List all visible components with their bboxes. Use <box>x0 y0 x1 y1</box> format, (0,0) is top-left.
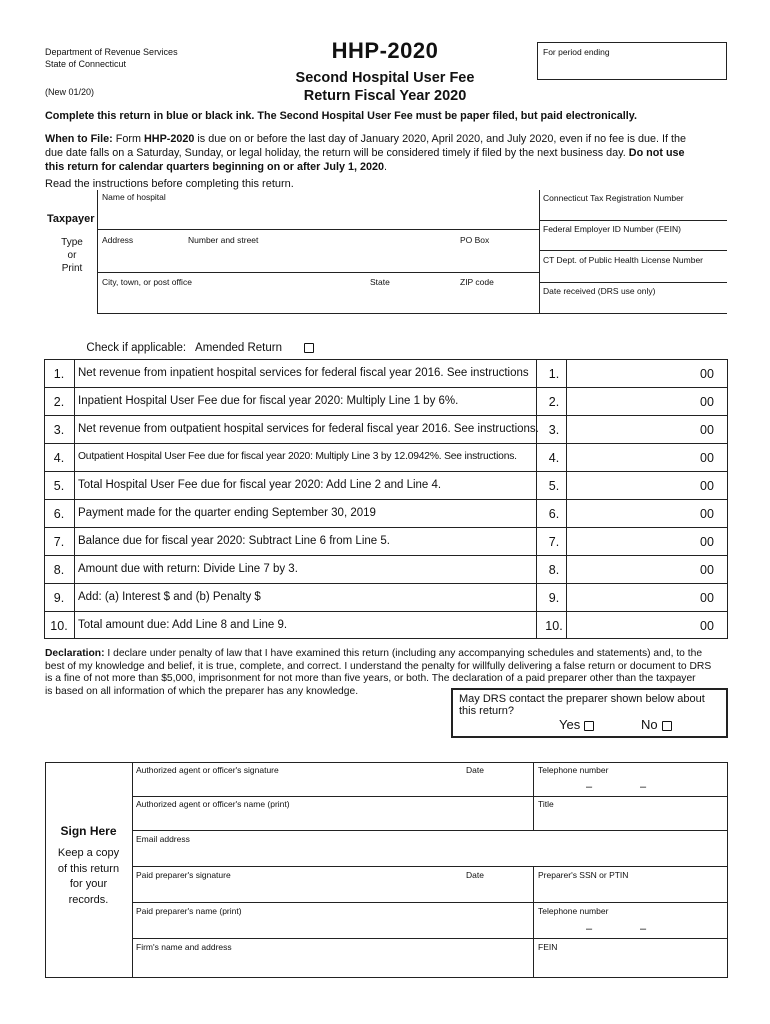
contact-no: No <box>641 717 672 732</box>
line-amount-input[interactable] <box>572 448 682 466</box>
firm-fein-label: FEIN <box>538 942 558 952</box>
line-ref-number: 4. <box>548 451 560 465</box>
line-amount-input[interactable] <box>572 532 682 550</box>
line-ref-number: 7. <box>548 535 560 549</box>
street-label: Number and street <box>188 235 259 245</box>
line-number: 10. <box>50 619 68 633</box>
agent-phone-label: Telephone number <box>538 765 609 775</box>
amended-return-row <box>80 330 314 354</box>
dph-license-label: CT Dept. of Public Health License Number <box>543 255 704 265</box>
line-ref-number: 9. <box>548 591 560 605</box>
contact-yes-checkbox[interactable] <box>584 721 594 731</box>
declaration: Declaration: I declare under penalty of law that I have examined this return (including any accompanying schedules and statements) and, to the best of my knowledge and belief, it is true, complete, and correct. I understand the penalty for willfully delivering a false return or document to DRS is a fine of not more than $5,000, imprisonment for not more than five years, or both. The declaration of a paid preparer other than the taxpayer is based on all information of which the preparer has any knowledge. <box>45 648 712 697</box>
line-description: Total Hospital User Fee due for fiscal year 2020: Add Line 2 and Line 4. <box>78 479 442 491</box>
line-description: Inpatient Hospital User Fee due for fiscal year 2020: Multiply Line 1 by 6%. <box>78 395 459 407</box>
line-description: Net revenue from inpatient hospital services for federal fiscal year 2016. See instructions <box>78 367 529 379</box>
line-amount-input[interactable] <box>572 588 682 606</box>
line-ref-number: 2. <box>548 395 560 409</box>
keep-copy-note: Keep a copy of this return for your records. <box>57 847 120 906</box>
line-cents: 00 <box>700 451 714 465</box>
line-ref-number: 3. <box>548 423 560 437</box>
line-cents: 00 <box>700 535 714 549</box>
hospital-name-label: Name of hospital <box>102 192 166 202</box>
line-cents: 00 <box>700 563 714 577</box>
line-number: 2. <box>53 395 65 409</box>
revision-label: (New 01/20) <box>45 87 95 97</box>
date-received-label: Date received (DRS use only) <box>543 286 656 296</box>
dph-license-input[interactable] <box>543 266 723 280</box>
email-label: Email address <box>136 834 190 844</box>
ct-registration-input[interactable] <box>543 204 723 218</box>
line-amount-input[interactable] <box>572 560 682 578</box>
read-instructions: Read the instructions before completing this return. <box>45 178 294 190</box>
period-ending-field[interactable] <box>537 42 727 80</box>
phone-dash-2: – <box>640 781 647 793</box>
preparer-date-label: Date <box>466 870 484 880</box>
line-number: 9. <box>53 591 65 605</box>
address-label: Address <box>102 235 134 245</box>
department-label: Department of Revenue Services State of Connecticut <box>45 47 178 69</box>
line-description: Amount due with return: Divide Line 7 by 3. <box>78 563 298 575</box>
contact-preparer-box <box>451 688 728 738</box>
preparer-ssn-label: Preparer's SSN or PTIN <box>538 870 629 880</box>
line-number: 4. <box>53 451 65 465</box>
line-ref-number: 5. <box>548 479 560 493</box>
line-ref-number: 6. <box>548 507 560 521</box>
form-id: HHP-2020 <box>331 38 439 63</box>
line-number: 1. <box>53 367 65 381</box>
line-cents: 00 <box>700 591 714 605</box>
line-cents: 00 <box>700 367 714 381</box>
when-to-file: When to File: Form HHP-2020 is due on or before the last day of January 2020, April 2020, and July 2020, even if no fee is due. If the due date falls on a Saturday, Sunday, or legal holiday, the return will be considered timely if filed by the next business day. Do not use this return for calendar quarters beginning on or after July 1, 2020. <box>45 133 686 173</box>
form-title: Second Hospital User Fee Return Fiscal Year 2020 <box>295 70 475 104</box>
line-ref-number: 1. <box>548 367 560 381</box>
line-amount-input[interactable] <box>572 616 682 634</box>
line-ref-number: 10. <box>545 619 563 633</box>
line-cents: 00 <box>700 395 714 409</box>
line-description: Balance due for fiscal year 2020: Subtract Line 6 from Line 5. <box>78 535 390 547</box>
phone-dash-1: – <box>586 781 593 793</box>
line-cents: 00 <box>700 479 714 493</box>
title-label: Title <box>538 799 554 809</box>
pobox-label: PO Box <box>460 235 490 245</box>
city-state-zip-input[interactable] <box>102 292 532 310</box>
period-ending-label: For period ending <box>543 47 610 57</box>
line-description: Total amount due: Add Line 8 and Line 9. <box>78 619 288 631</box>
firm-name-label: Firm's name and address <box>136 942 232 952</box>
fein-label: Federal Employer ID Number (FEIN) <box>543 224 681 234</box>
type-or-print: Type or Print <box>61 237 83 274</box>
line-amount-input[interactable] <box>572 420 682 438</box>
agent-signature-label: Authorized agent or officer's signature <box>136 765 279 775</box>
agent-name-label: Authorized agent or officer's name (print) <box>136 799 290 809</box>
contact-yes: Yes <box>559 717 594 732</box>
taxpayer-label: Taxpayer <box>47 213 95 225</box>
prep-phone-dash-1: – <box>586 923 593 935</box>
hospital-name-input[interactable] <box>102 206 532 224</box>
fein-input[interactable] <box>543 235 723 249</box>
line-description: Outpatient Hospital User Fee due for fiscal year 2020: Multiply Line 3 by 12.0942%. See instructions. <box>78 451 517 462</box>
line-number: 3. <box>53 423 65 437</box>
line-amount-input[interactable] <box>572 364 682 382</box>
line-number: 6. <box>53 507 65 521</box>
ct-registration-label: Connecticut Tax Registration Number <box>543 193 684 203</box>
line-description: Payment made for the quarter ending September 30, 2019 <box>78 507 376 519</box>
line-cents: 00 <box>700 507 714 521</box>
form-title-block <box>250 38 520 105</box>
line-amount-input[interactable] <box>572 504 682 522</box>
line-amount-input[interactable] <box>572 476 682 494</box>
line-description: Add: (a) Interest $ and (b) Penalty $ <box>78 591 261 603</box>
agent-date-label: Date <box>466 765 484 775</box>
line-number: 5. <box>53 479 65 493</box>
zip-label: ZIP code <box>460 277 494 287</box>
preparer-name-label: Paid preparer's name (print) <box>136 906 242 916</box>
sign-here-title: Sign Here <box>60 824 117 838</box>
city-label: City, town, or post office <box>102 277 192 287</box>
ink-instruction: Complete this return in blue or black ink. The Second Hospital User Fee must be paper filed, but paid electronically. <box>45 110 637 122</box>
preparer-phone-label: Telephone number <box>538 906 609 916</box>
amended-return-checkbox[interactable] <box>304 343 314 353</box>
contact-question: May DRS contact the preparer shown below about this return? <box>459 693 705 717</box>
line-ref-number: 8. <box>548 563 560 577</box>
preparer-signature-label: Paid preparer's signature <box>136 870 231 880</box>
line-number: 7. <box>53 535 65 549</box>
line-number: 8. <box>53 563 65 577</box>
line-cents: 00 <box>700 423 714 437</box>
prep-phone-dash-2: – <box>640 923 647 935</box>
address-input[interactable] <box>102 248 532 266</box>
line-description: Net revenue from outpatient hospital services for federal fiscal year 2016. See instructions. <box>78 423 539 435</box>
sign-here-block <box>45 824 132 908</box>
amended-return-label: Check if applicable: Amended Return <box>86 342 283 354</box>
line-amount-input[interactable] <box>572 392 682 410</box>
contact-no-checkbox[interactable] <box>662 721 672 731</box>
line-cents: 00 <box>700 619 714 633</box>
state-label: State <box>370 277 390 287</box>
